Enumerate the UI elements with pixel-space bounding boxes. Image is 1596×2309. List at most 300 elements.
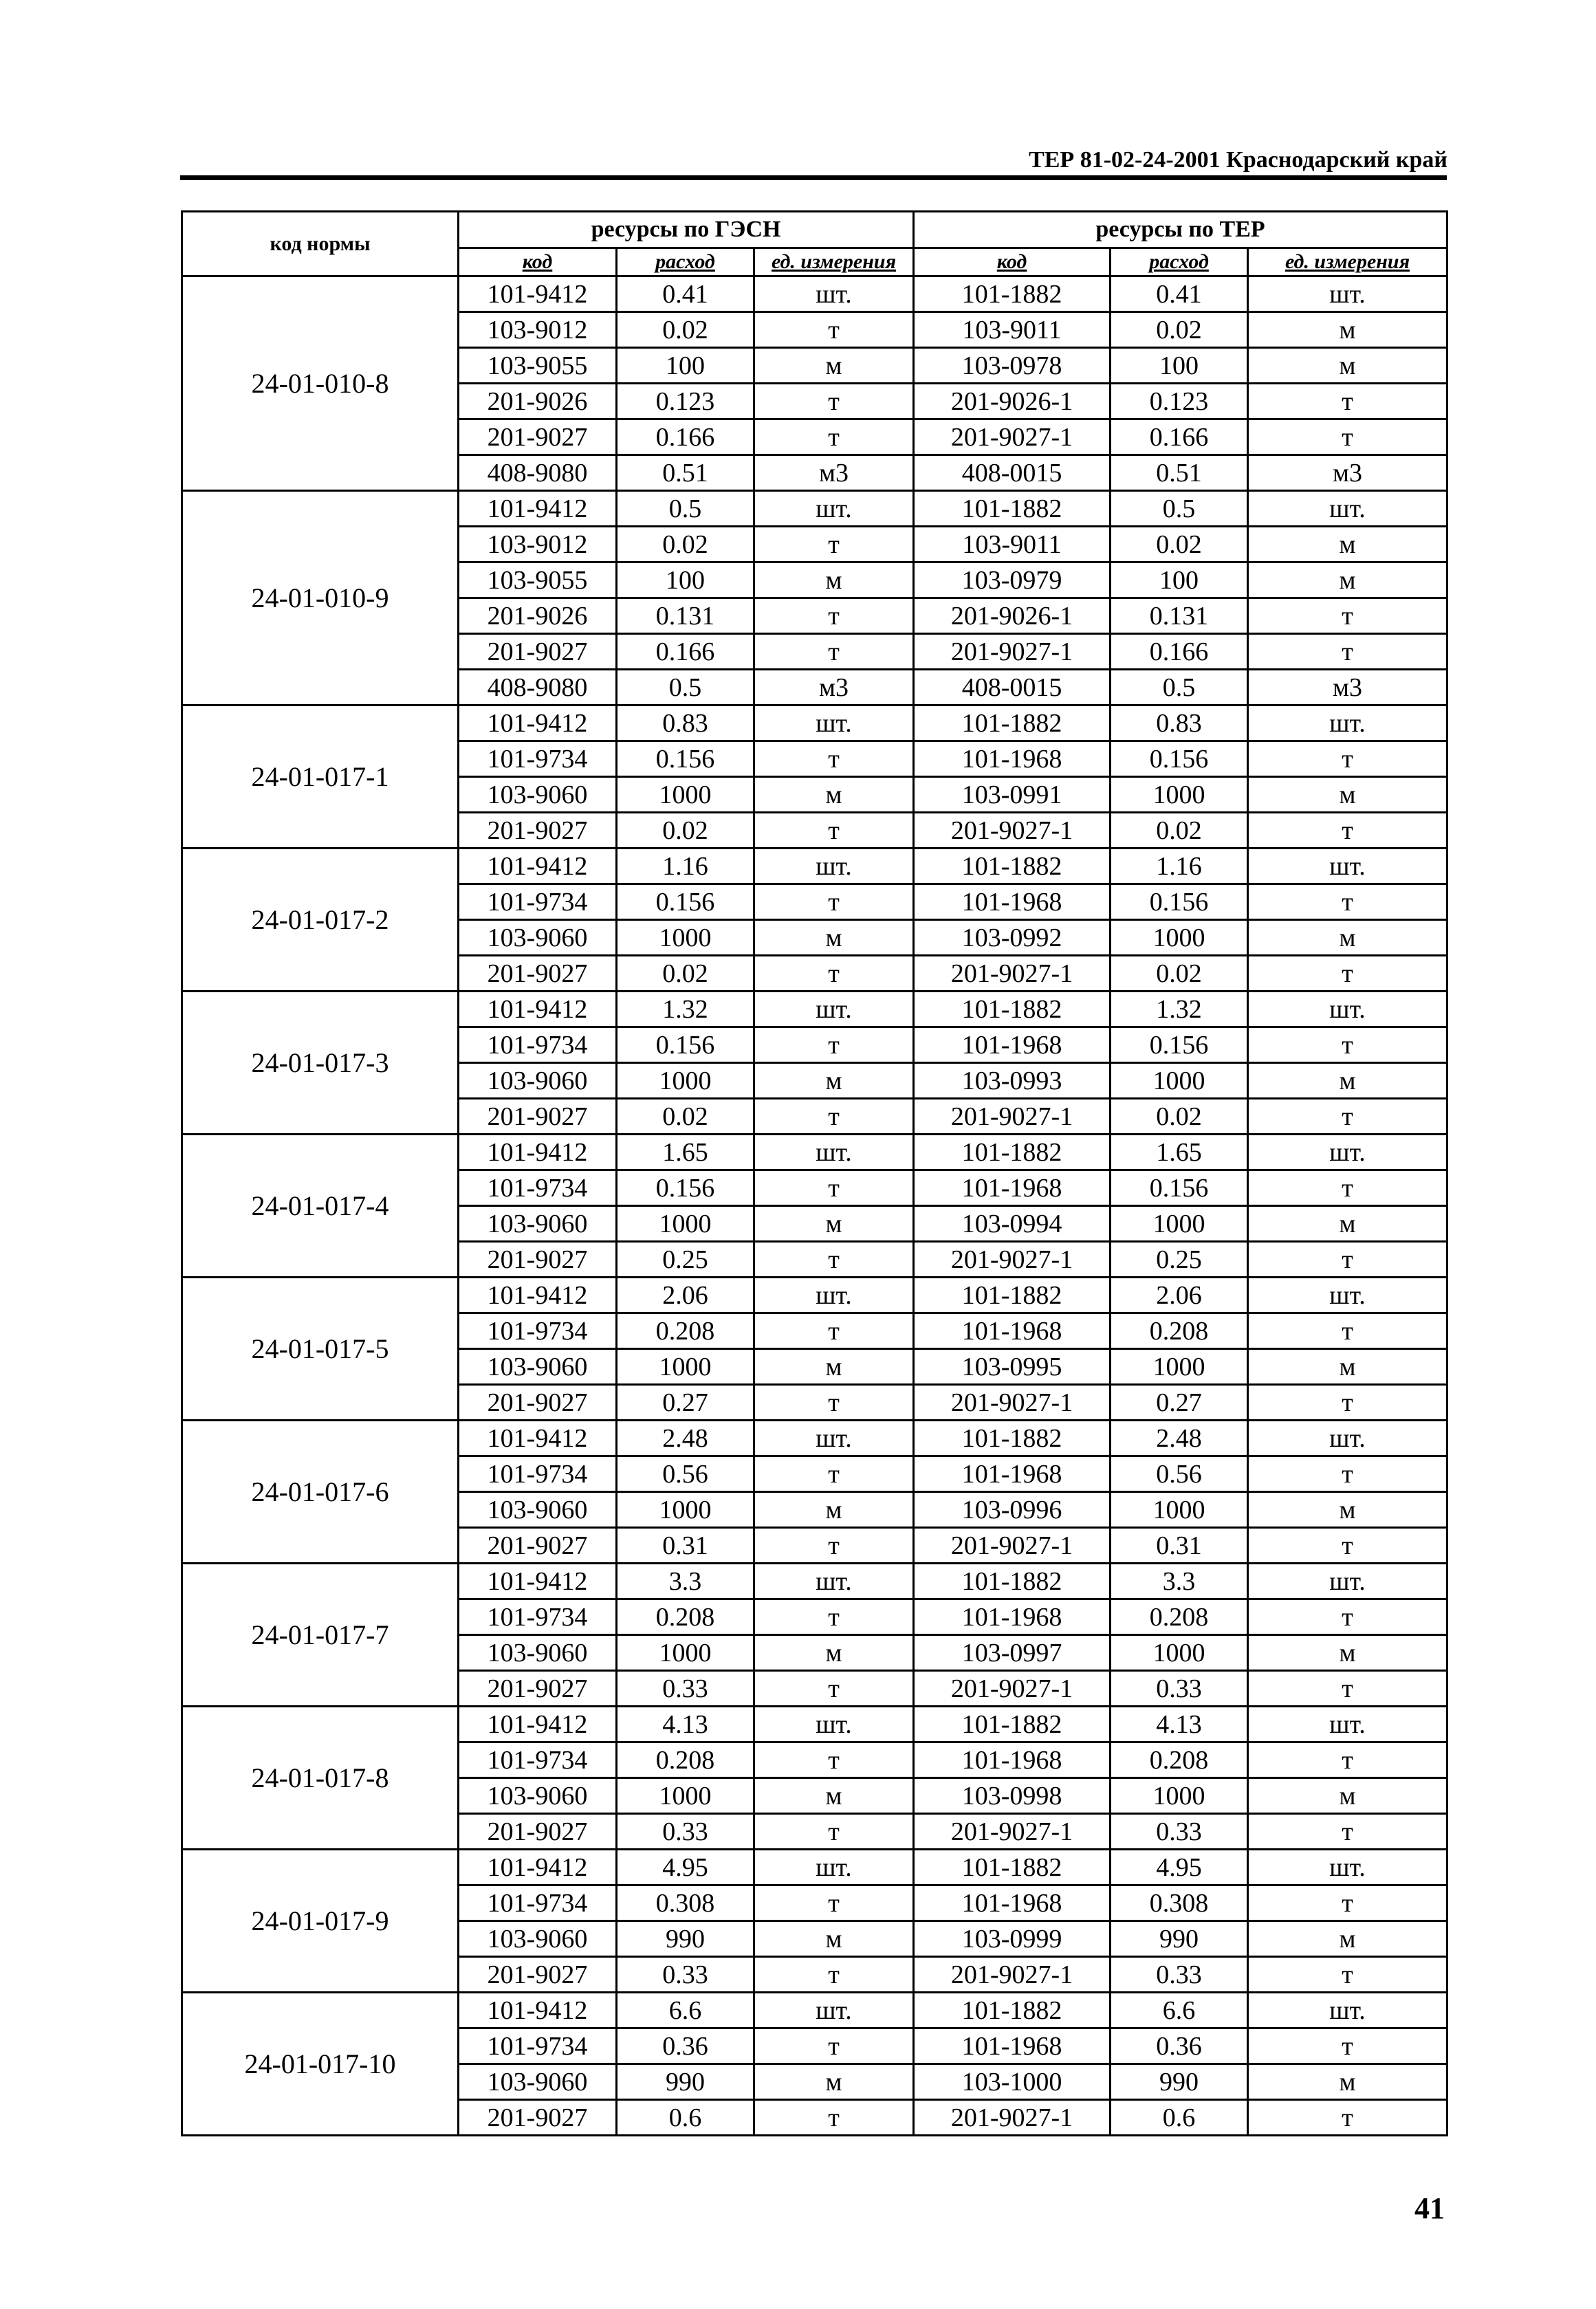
ter-unit-header: ед. измерения xyxy=(1248,248,1447,276)
norm-code-cell: 24-01-017-8 xyxy=(182,1707,459,1850)
table-row xyxy=(182,705,1447,741)
ter-consumption-cell: 1.32 xyxy=(1111,992,1248,1027)
gesn-consumption-cell: 0.166 xyxy=(617,419,754,455)
gesn-code-cell: 408-9080 xyxy=(459,455,617,491)
gesn-unit-cell: шт. xyxy=(754,1564,914,1599)
gesn-unit-cell: м xyxy=(754,1063,914,1099)
gesn-consumption-cell: 0.56 xyxy=(617,1456,754,1492)
ter-code-cell: 101-1968 xyxy=(914,1885,1111,1921)
gesn-unit-cell: шт. xyxy=(754,276,914,312)
ter-consumption-cell: 1000 xyxy=(1111,1206,1248,1242)
ter-consumption-cell: 0.83 xyxy=(1111,705,1248,741)
gesn-unit-header: ед. измерения xyxy=(754,248,914,276)
ter-consumption-cell: 0.6 xyxy=(1111,2100,1248,2136)
ter-code-cell: 103-0999 xyxy=(914,1921,1111,1957)
ter-consumption-cell: 0.02 xyxy=(1111,1099,1248,1135)
ter-consumption-cell: 990 xyxy=(1111,1921,1248,1957)
gesn-code-cell: 103-9060 xyxy=(459,1349,617,1385)
gesn-unit-cell: т xyxy=(754,1456,914,1492)
gesn-code-cell: 101-9734 xyxy=(459,1456,617,1492)
ter-code-cell: 101-1968 xyxy=(914,1313,1111,1349)
ter-code-cell: 201-9027-1 xyxy=(914,1385,1111,1421)
gesn-consumption-cell: 0.41 xyxy=(617,276,754,312)
gesn-code-cell: 101-9734 xyxy=(459,1027,617,1063)
ter-consumption-cell: 1000 xyxy=(1111,920,1248,956)
ter-unit-cell: шт. xyxy=(1248,1993,1447,2028)
ter-unit-cell: т xyxy=(1248,1957,1447,1993)
gesn-unit-cell: м xyxy=(754,1349,914,1385)
ter-code-cell: 101-1968 xyxy=(914,1742,1111,1778)
gesn-code-cell: 101-9734 xyxy=(459,1313,617,1349)
gesn-unit-cell: шт. xyxy=(754,1278,914,1313)
gesn-consumption-cell: 0.51 xyxy=(617,455,754,491)
norm-code-cell: 24-01-017-7 xyxy=(182,1564,459,1707)
norm-code-cell: 24-01-017-9 xyxy=(182,1850,459,1993)
gesn-code-cell: 101-9412 xyxy=(459,1707,617,1742)
gesn-code-cell: 201-9027 xyxy=(459,1242,617,1278)
gesn-consumption-cell: 0.02 xyxy=(617,527,754,562)
ter-consumption-cell: 990 xyxy=(1111,2064,1248,2100)
header-rule xyxy=(180,175,1447,180)
ter-consumption-cell: 6.6 xyxy=(1111,1993,1248,2028)
ter-unit-cell: м xyxy=(1248,312,1447,348)
ter-code-cell: 103-0998 xyxy=(914,1778,1111,1814)
ter-code-cell: 103-9011 xyxy=(914,527,1111,562)
gesn-unit-cell: м xyxy=(754,920,914,956)
gesn-unit-cell: т xyxy=(754,2100,914,2136)
gesn-code-cell: 103-9055 xyxy=(459,348,617,384)
gesn-consumption-cell: 0.5 xyxy=(617,491,754,527)
gesn-code-cell: 101-9412 xyxy=(459,1850,617,1885)
gesn-consumption-cell: 4.13 xyxy=(617,1707,754,1742)
table-row xyxy=(182,1278,1447,1313)
ter-unit-cell: т xyxy=(1248,1742,1447,1778)
ter-code-cell: 201-9027-1 xyxy=(914,956,1111,992)
gesn-consumption-cell: 0.166 xyxy=(617,634,754,670)
ter-consumption-cell: 0.166 xyxy=(1111,634,1248,670)
ter-unit-cell: т xyxy=(1248,419,1447,455)
table-row xyxy=(182,1421,1447,1456)
ter-unit-cell: т xyxy=(1248,634,1447,670)
ter-code-cell: 201-9026-1 xyxy=(914,598,1111,634)
ter-code-cell: 103-0979 xyxy=(914,562,1111,598)
ter-code-cell: 103-0996 xyxy=(914,1492,1111,1528)
gesn-unit-cell: т xyxy=(754,1099,914,1135)
gesn-code-cell: 103-9055 xyxy=(459,562,617,598)
gesn-code-cell: 101-9412 xyxy=(459,1564,617,1599)
ter-unit-cell: т xyxy=(1248,1170,1447,1206)
gesn-consumption-cell: 0.156 xyxy=(617,1170,754,1206)
ter-code-cell: 103-0995 xyxy=(914,1349,1111,1385)
gesn-code-cell: 101-9412 xyxy=(459,276,617,312)
gesn-consumption-cell: 1000 xyxy=(617,1778,754,1814)
gesn-unit-cell: м3 xyxy=(754,455,914,491)
ter-consumption-cell: 0.166 xyxy=(1111,419,1248,455)
ter-unit-cell: т xyxy=(1248,884,1447,920)
ter-code-cell: 101-1882 xyxy=(914,705,1111,741)
gesn-consumption-cell: 100 xyxy=(617,348,754,384)
ter-unit-cell: шт. xyxy=(1248,849,1447,884)
gesn-consumption-cell: 0.02 xyxy=(617,1099,754,1135)
gesn-consumption-cell: 3.3 xyxy=(617,1564,754,1599)
norm-code-header: код нормы xyxy=(182,212,459,276)
gesn-unit-cell: т xyxy=(754,1885,914,1921)
gesn-code-cell: 201-9027 xyxy=(459,2100,617,2136)
gesn-consumption-cell: 1000 xyxy=(617,1206,754,1242)
ter-code-cell: 201-9027-1 xyxy=(914,1814,1111,1850)
gesn-consumption-cell: 1.16 xyxy=(617,849,754,884)
ter-consumption-cell: 0.27 xyxy=(1111,1385,1248,1421)
gesn-consumption-cell: 1000 xyxy=(617,1492,754,1528)
gesn-consumption-cell: 1000 xyxy=(617,920,754,956)
gesn-code-cell: 201-9027 xyxy=(459,1671,617,1707)
ter-code-cell: 101-1968 xyxy=(914,741,1111,777)
ter-consumption-cell: 0.5 xyxy=(1111,491,1248,527)
ter-code-cell: 101-1882 xyxy=(914,1421,1111,1456)
ter-consumption-cell: 1000 xyxy=(1111,1635,1248,1671)
gesn-code-cell: 103-9060 xyxy=(459,1635,617,1671)
ter-unit-cell: шт. xyxy=(1248,1278,1447,1313)
table-row xyxy=(182,1707,1447,1742)
gesn-unit-cell: т xyxy=(754,1170,914,1206)
ter-consumption-cell: 0.131 xyxy=(1111,598,1248,634)
ter-unit-cell: шт. xyxy=(1248,491,1447,527)
ter-code-cell: 103-0978 xyxy=(914,348,1111,384)
ter-unit-cell: м xyxy=(1248,1349,1447,1385)
gesn-unit-cell: м xyxy=(754,1492,914,1528)
gesn-consumption-cell: 0.33 xyxy=(617,1671,754,1707)
gesn-code-cell: 101-9734 xyxy=(459,741,617,777)
ter-unit-cell: т xyxy=(1248,1242,1447,1278)
ter-code-cell: 103-0997 xyxy=(914,1635,1111,1671)
gesn-code-cell: 101-9734 xyxy=(459,1885,617,1921)
ter-consumption-cell: 3.3 xyxy=(1111,1564,1248,1599)
gesn-code-cell: 201-9027 xyxy=(459,956,617,992)
gesn-consumption-cell: 4.95 xyxy=(617,1850,754,1885)
table-row xyxy=(182,1564,1447,1599)
gesn-consumption-cell: 0.02 xyxy=(617,813,754,849)
ter-consumption-cell: 0.156 xyxy=(1111,741,1248,777)
ter-consumption-cell: 0.156 xyxy=(1111,1170,1248,1206)
ter-unit-cell: т xyxy=(1248,1027,1447,1063)
gesn-consumption-cell: 0.02 xyxy=(617,956,754,992)
ter-code-cell: 201-9026-1 xyxy=(914,384,1111,419)
ter-code-cell: 103-0991 xyxy=(914,777,1111,813)
ter-consumption-header: расход xyxy=(1111,248,1248,276)
ter-code-cell: 408-0015 xyxy=(914,455,1111,491)
ter-code-cell: 101-1882 xyxy=(914,1993,1111,2028)
gesn-code-cell: 101-9734 xyxy=(459,1742,617,1778)
gesn-consumption-cell: 0.156 xyxy=(617,884,754,920)
gesn-consumption-cell: 0.156 xyxy=(617,1027,754,1063)
gesn-unit-cell: т xyxy=(754,1385,914,1421)
norm-code-cell: 24-01-017-2 xyxy=(182,849,459,992)
ter-code-cell: 201-9027-1 xyxy=(914,1957,1111,1993)
gesn-consumption-cell: 0.208 xyxy=(617,1599,754,1635)
ter-unit-cell: м xyxy=(1248,348,1447,384)
document-header: ТЕР 81-02-24-2001 Краснодарский край xyxy=(1029,147,1447,173)
ter-unit-cell: м xyxy=(1248,920,1447,956)
ter-unit-cell: т xyxy=(1248,2028,1447,2064)
gesn-consumption-cell: 0.33 xyxy=(617,1957,754,1993)
ter-code-cell: 101-1968 xyxy=(914,1456,1111,1492)
gesn-code-cell: 101-9412 xyxy=(459,992,617,1027)
ter-consumption-cell: 0.33 xyxy=(1111,1957,1248,1993)
gesn-consumption-cell: 0.131 xyxy=(617,598,754,634)
ter-code-cell: 103-9011 xyxy=(914,312,1111,348)
ter-consumption-cell: 0.208 xyxy=(1111,1313,1248,1349)
gesn-unit-cell: шт. xyxy=(754,1850,914,1885)
gesn-unit-cell: шт. xyxy=(754,992,914,1027)
ter-unit-cell: т xyxy=(1248,1599,1447,1635)
ter-code-cell: 101-1968 xyxy=(914,1599,1111,1635)
gesn-unit-cell: т xyxy=(754,527,914,562)
ter-consumption-cell: 0.5 xyxy=(1111,670,1248,705)
gesn-code-cell: 103-9012 xyxy=(459,312,617,348)
ter-consumption-cell: 0.33 xyxy=(1111,1814,1248,1850)
gesn-consumption-cell: 990 xyxy=(617,1921,754,1957)
page-number: 41 xyxy=(1414,2191,1445,2225)
ter-code-cell: 201-9027-1 xyxy=(914,1099,1111,1135)
norm-code-cell: 24-01-017-4 xyxy=(182,1135,459,1278)
ter-consumption-cell: 1000 xyxy=(1111,777,1248,813)
ter-consumption-cell: 0.308 xyxy=(1111,1885,1248,1921)
ter-code-cell: 201-9027-1 xyxy=(914,634,1111,670)
ter-unit-cell: м xyxy=(1248,1778,1447,1814)
ter-unit-cell: м xyxy=(1248,1492,1447,1528)
resource-table xyxy=(181,210,1448,2136)
gesn-unit-cell: м xyxy=(754,348,914,384)
gesn-unit-cell: шт. xyxy=(754,491,914,527)
ter-consumption-cell: 0.02 xyxy=(1111,312,1248,348)
gesn-code-cell: 201-9027 xyxy=(459,1528,617,1564)
gesn-code-cell: 103-9060 xyxy=(459,1778,617,1814)
ter-code-cell: 201-9027-1 xyxy=(914,1671,1111,1707)
ter-unit-cell: т xyxy=(1248,1385,1447,1421)
header-row-1 xyxy=(182,212,1447,248)
gesn-code-cell: 101-9412 xyxy=(459,491,617,527)
gesn-consumption-cell: 0.308 xyxy=(617,1885,754,1921)
gesn-consumption-cell: 0.31 xyxy=(617,1528,754,1564)
gesn-consumption-cell: 6.6 xyxy=(617,1993,754,2028)
gesn-code-cell: 103-9060 xyxy=(459,1206,617,1242)
gesn-consumption-cell: 2.48 xyxy=(617,1421,754,1456)
gesn-unit-cell: м xyxy=(754,1206,914,1242)
ter-code-header: код xyxy=(914,248,1111,276)
ter-consumption-cell: 4.95 xyxy=(1111,1850,1248,1885)
ter-code-cell: 101-1882 xyxy=(914,1278,1111,1313)
gesn-unit-cell: т xyxy=(754,1742,914,1778)
ter-consumption-cell: 1.65 xyxy=(1111,1135,1248,1170)
table-row xyxy=(182,849,1447,884)
gesn-unit-cell: м xyxy=(754,1635,914,1671)
ter-unit-cell: шт. xyxy=(1248,1707,1447,1742)
gesn-code-cell: 101-9734 xyxy=(459,1599,617,1635)
ter-unit-cell: т xyxy=(1248,1528,1447,1564)
ter-unit-cell: м xyxy=(1248,2064,1447,2100)
table-row xyxy=(182,276,1447,312)
gesn-unit-cell: т xyxy=(754,312,914,348)
ter-unit-cell: м xyxy=(1248,527,1447,562)
gesn-unit-cell: м xyxy=(754,562,914,598)
gesn-unit-cell: т xyxy=(754,384,914,419)
table-row xyxy=(182,1850,1447,1885)
gesn-code-header: код xyxy=(459,248,617,276)
ter-consumption-cell: 0.31 xyxy=(1111,1528,1248,1564)
ter-unit-cell: т xyxy=(1248,384,1447,419)
gesn-code-cell: 103-9060 xyxy=(459,1921,617,1957)
gesn-consumption-header: расход xyxy=(617,248,754,276)
ter-unit-cell: м xyxy=(1248,562,1447,598)
ter-consumption-cell: 0.208 xyxy=(1111,1742,1248,1778)
gesn-code-cell: 408-9080 xyxy=(459,670,617,705)
ter-unit-cell: шт. xyxy=(1248,1135,1447,1170)
gesn-consumption-cell: 1000 xyxy=(617,1063,754,1099)
gesn-code-cell: 101-9412 xyxy=(459,849,617,884)
ter-unit-cell: м xyxy=(1248,1921,1447,1957)
gesn-code-cell: 201-9027 xyxy=(459,419,617,455)
gesn-code-cell: 103-9060 xyxy=(459,1063,617,1099)
norm-code-cell: 24-01-010-9 xyxy=(182,491,459,705)
ter-unit-cell: м xyxy=(1248,1635,1447,1671)
table-row xyxy=(182,1135,1447,1170)
norm-code-cell: 24-01-017-6 xyxy=(182,1421,459,1564)
ter-consumption-cell: 0.02 xyxy=(1111,813,1248,849)
ter-unit-cell: т xyxy=(1248,2100,1447,2136)
ter-unit-cell: м xyxy=(1248,777,1447,813)
gesn-consumption-cell: 0.6 xyxy=(617,2100,754,2136)
gesn-unit-cell: т xyxy=(754,1313,914,1349)
ter-code-cell: 101-1968 xyxy=(914,2028,1111,2064)
gesn-unit-cell: т xyxy=(754,419,914,455)
gesn-unit-cell: м xyxy=(754,1921,914,1957)
ter-code-cell: 101-1968 xyxy=(914,1027,1111,1063)
ter-unit-cell: т xyxy=(1248,813,1447,849)
gesn-code-cell: 201-9027 xyxy=(459,1385,617,1421)
ter-code-cell: 101-1882 xyxy=(914,1564,1111,1599)
gesn-consumption-cell: 0.83 xyxy=(617,705,754,741)
ter-code-cell: 101-1968 xyxy=(914,884,1111,920)
gesn-consumption-cell: 0.25 xyxy=(617,1242,754,1278)
ter-consumption-cell: 1000 xyxy=(1111,1492,1248,1528)
ter-unit-cell: шт. xyxy=(1248,276,1447,312)
gesn-unit-cell: м xyxy=(754,777,914,813)
gesn-unit-cell: м3 xyxy=(754,670,914,705)
gesn-unit-cell: шт. xyxy=(754,1421,914,1456)
gesn-code-cell: 101-9734 xyxy=(459,2028,617,2064)
ter-resources-header: ресурсы по ТЕР xyxy=(914,212,1447,248)
ter-code-cell: 103-0992 xyxy=(914,920,1111,956)
gesn-unit-cell: т xyxy=(754,1242,914,1278)
ter-consumption-cell: 4.13 xyxy=(1111,1707,1248,1742)
ter-unit-cell: шт. xyxy=(1248,992,1447,1027)
table-row xyxy=(182,1993,1447,2028)
norm-code-cell: 24-01-017-10 xyxy=(182,1993,459,2136)
gesn-unit-cell: шт. xyxy=(754,1707,914,1742)
gesn-unit-cell: шт. xyxy=(754,849,914,884)
ter-consumption-cell: 0.123 xyxy=(1111,384,1248,419)
gesn-code-cell: 101-9412 xyxy=(459,705,617,741)
gesn-consumption-cell: 1000 xyxy=(617,777,754,813)
ter-code-cell: 103-0994 xyxy=(914,1206,1111,1242)
gesn-consumption-cell: 0.208 xyxy=(617,1313,754,1349)
ter-code-cell: 201-9027-1 xyxy=(914,1528,1111,1564)
gesn-unit-cell: т xyxy=(754,1957,914,1993)
norm-code-cell: 24-01-017-5 xyxy=(182,1278,459,1421)
gesn-code-cell: 201-9027 xyxy=(459,1099,617,1135)
ter-consumption-cell: 1000 xyxy=(1111,1063,1248,1099)
gesn-consumption-cell: 0.02 xyxy=(617,312,754,348)
table-row xyxy=(182,491,1447,527)
ter-consumption-cell: 0.02 xyxy=(1111,527,1248,562)
ter-unit-cell: т xyxy=(1248,1313,1447,1349)
ter-unit-cell: т xyxy=(1248,598,1447,634)
gesn-unit-cell: т xyxy=(754,1528,914,1564)
gesn-unit-cell: м xyxy=(754,1778,914,1814)
gesn-consumption-cell: 1000 xyxy=(617,1349,754,1385)
ter-unit-cell: т xyxy=(1248,1814,1447,1850)
ter-unit-cell: т xyxy=(1248,956,1447,992)
gesn-code-cell: 201-9027 xyxy=(459,634,617,670)
gesn-unit-cell: шт. xyxy=(754,705,914,741)
gesn-unit-cell: т xyxy=(754,2028,914,2064)
ter-code-cell: 101-1882 xyxy=(914,849,1111,884)
gesn-code-cell: 101-9734 xyxy=(459,1170,617,1206)
ter-unit-cell: шт. xyxy=(1248,1421,1447,1456)
ter-unit-cell: шт. xyxy=(1248,1564,1447,1599)
gesn-code-cell: 103-9060 xyxy=(459,777,617,813)
gesn-code-cell: 201-9027 xyxy=(459,813,617,849)
gesn-unit-cell: т xyxy=(754,1814,914,1850)
ter-consumption-cell: 100 xyxy=(1111,348,1248,384)
ter-consumption-cell: 1000 xyxy=(1111,1349,1248,1385)
ter-consumption-cell: 0.51 xyxy=(1111,455,1248,491)
ter-consumption-cell: 0.41 xyxy=(1111,276,1248,312)
gesn-code-cell: 103-9012 xyxy=(459,527,617,562)
ter-unit-cell: м xyxy=(1248,1063,1447,1099)
gesn-unit-cell: шт. xyxy=(754,1135,914,1170)
gesn-consumption-cell: 1000 xyxy=(617,1635,754,1671)
ter-code-cell: 408-0015 xyxy=(914,670,1111,705)
gesn-code-cell: 101-9734 xyxy=(459,884,617,920)
ter-unit-cell: м3 xyxy=(1248,455,1447,491)
ter-consumption-cell: 0.208 xyxy=(1111,1599,1248,1635)
table-row xyxy=(182,992,1447,1027)
ter-code-cell: 101-1882 xyxy=(914,491,1111,527)
ter-consumption-cell: 2.48 xyxy=(1111,1421,1248,1456)
gesn-consumption-cell: 1.32 xyxy=(617,992,754,1027)
gesn-consumption-cell: 0.208 xyxy=(617,1742,754,1778)
ter-code-cell: 201-9027-1 xyxy=(914,2100,1111,2136)
gesn-consumption-cell: 1.65 xyxy=(617,1135,754,1170)
ter-unit-cell: м3 xyxy=(1248,670,1447,705)
gesn-code-cell: 201-9027 xyxy=(459,1957,617,1993)
gesn-consumption-cell: 0.33 xyxy=(617,1814,754,1850)
ter-consumption-cell: 0.25 xyxy=(1111,1242,1248,1278)
gesn-resources-header: ресурсы по ГЭСН xyxy=(459,212,914,248)
ter-unit-cell: т xyxy=(1248,741,1447,777)
ter-code-cell: 101-1882 xyxy=(914,276,1111,312)
ter-code-cell: 101-1882 xyxy=(914,1850,1111,1885)
gesn-code-cell: 103-9060 xyxy=(459,2064,617,2100)
gesn-unit-cell: т xyxy=(754,813,914,849)
ter-code-cell: 101-1882 xyxy=(914,992,1111,1027)
ter-consumption-cell: 100 xyxy=(1111,562,1248,598)
ter-code-cell: 103-1000 xyxy=(914,2064,1111,2100)
gesn-code-cell: 101-9412 xyxy=(459,1278,617,1313)
gesn-code-cell: 101-9412 xyxy=(459,1993,617,2028)
ter-consumption-cell: 0.56 xyxy=(1111,1456,1248,1492)
